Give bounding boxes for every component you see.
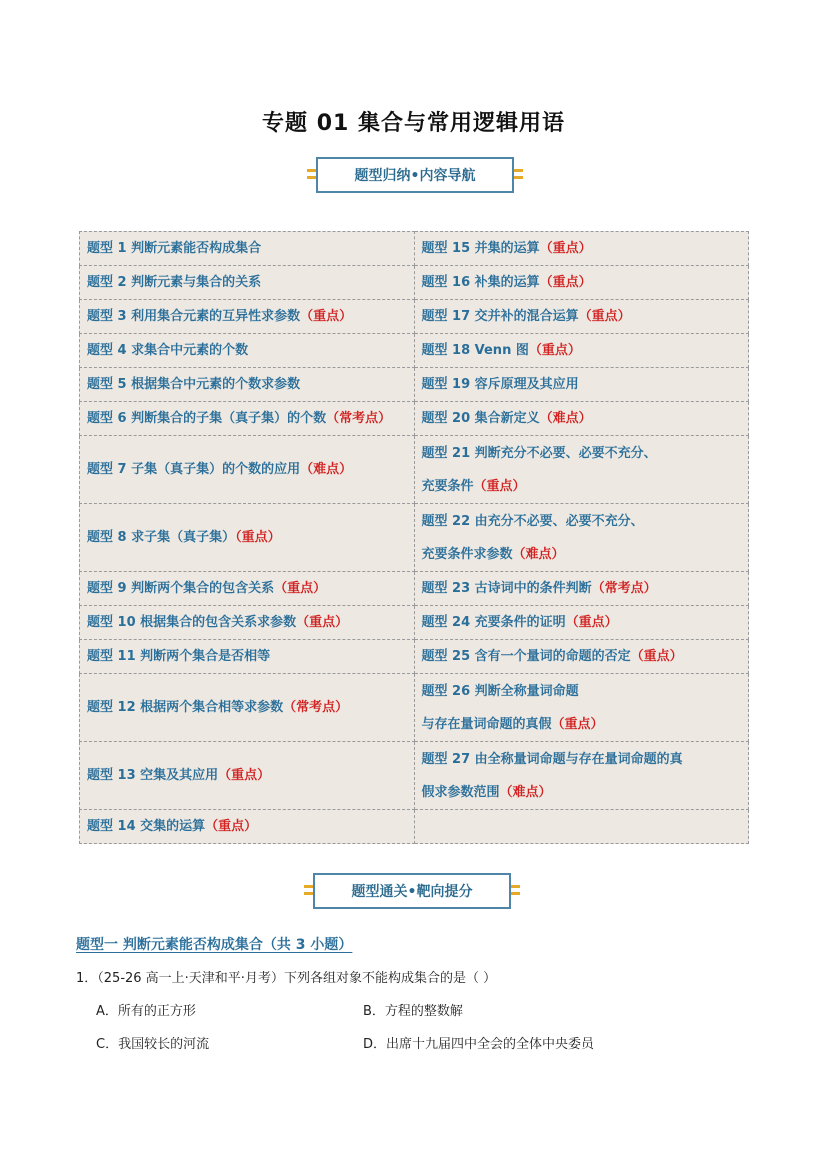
nav-topic-label: 题型 13 空集及其应用 [87, 768, 219, 783]
nav-row [80, 742, 749, 810]
nav-topic-tag: （重点） [630, 649, 683, 664]
nav-row [80, 810, 749, 844]
nav-row [80, 402, 749, 436]
nav-row [80, 674, 749, 742]
nav-cell-right[interactable] [414, 232, 749, 266]
nav-topic-tag: （重点） [539, 241, 592, 256]
nav-topic-label: 题型 25 含有一个量词的命题的否定 [421, 649, 631, 664]
nav-topic-label: 题型 8 求子集（真子集） [87, 530, 236, 545]
nav-topic-tag: （重点） [296, 615, 349, 630]
option-b: B．方程的整数解 [363, 1004, 463, 1019]
nav-cell-right[interactable] [414, 606, 749, 640]
nav-topic-tag: （重点） [218, 768, 271, 783]
nav-row [80, 368, 749, 402]
nav-topic-tag: （重点） [473, 478, 526, 494]
nav-topic-label: 题型 27 由全称量词命题与存在量词命题的真 [421, 751, 683, 767]
nav-cell-right[interactable] [414, 402, 749, 436]
banner-content-nav [316, 157, 514, 193]
nav-cell-right[interactable] [414, 810, 749, 844]
nav-topic-label: 题型 9 判断两个集合的包含关系 [87, 581, 275, 596]
nav-topic-tag: （难点） [539, 411, 592, 426]
nav-cell-right[interactable] [414, 572, 749, 606]
nav-cell-right[interactable] [414, 266, 749, 300]
nav-row [80, 334, 749, 368]
nav-topic-tag: （重点） [528, 343, 581, 358]
nav-cell-right[interactable] [414, 742, 749, 810]
nav-topic-tag: （难点） [499, 784, 552, 800]
nav-cell-right[interactable] [414, 640, 749, 674]
nav-topic-label: 假求参数范围 [421, 784, 500, 800]
question-stem: 1．（25-26 高一上·天津和平·月考）下列各组对象不能构成集合的是（ ） [76, 971, 497, 986]
nav-cell-left[interactable] [80, 300, 415, 334]
nav-cell-left[interactable] [80, 436, 415, 504]
nav-topic-tag: （难点） [512, 546, 565, 562]
nav-topic-label: 题型 5 根据集合中元素的个数求参数 [87, 377, 301, 392]
nav-topic-label: 题型 20 集合新定义 [421, 411, 540, 426]
nav-topic-tag: （重点） [235, 530, 281, 545]
nav-cell-left[interactable] [80, 334, 415, 368]
nav-topic-label: 题型 14 交集的运算 [87, 819, 206, 834]
nav-topic-tag: （重点） [205, 819, 258, 834]
banner-label: 题型通关•靶向提分 [313, 873, 511, 909]
nav-topic-label: 题型 24 充要条件的证明 [421, 615, 566, 630]
nav-topic-tag: （难点） [300, 462, 353, 477]
nav-cell-right[interactable] [414, 334, 749, 368]
topic-nav-table [79, 231, 749, 844]
page-title: 专题 01 集合与常用逻辑用语 [262, 111, 565, 136]
nav-row [80, 504, 749, 572]
nav-cell-left[interactable] [80, 640, 415, 674]
nav-cell-left[interactable] [80, 504, 415, 572]
nav-cell-left[interactable] [80, 368, 415, 402]
nav-cell-right[interactable] [414, 300, 749, 334]
nav-topic-label: 题型 7 子集（真子集）的个数的应用 [87, 462, 301, 477]
banner-label: 题型归纳•内容导航 [316, 157, 514, 193]
nav-cell-left[interactable] [80, 572, 415, 606]
section-heading: 题型一 判断元素能否构成集合（共 3 小题） [76, 937, 353, 953]
nav-topic-tag: （重点） [539, 275, 592, 290]
nav-cell-left[interactable] [80, 810, 415, 844]
nav-cell-right[interactable] [414, 674, 749, 742]
nav-topic-label: 题型 26 判断全称量词命题 [421, 683, 579, 699]
nav-topic-label: 充要条件 [421, 478, 474, 494]
nav-cell-left[interactable] [80, 606, 415, 640]
nav-cell-left[interactable] [80, 232, 415, 266]
option-c: C．我国较长的河流 [96, 1037, 210, 1052]
nav-topic-tag: （重点） [274, 581, 327, 596]
nav-topic-tag: （重点） [578, 309, 631, 324]
nav-topic-label: 与存在量词命题的真假 [421, 716, 552, 732]
nav-row [80, 640, 749, 674]
nav-topic-tag: （重点） [551, 716, 604, 732]
nav-row [80, 266, 749, 300]
nav-topic-label: 充要条件求参数 [421, 546, 513, 562]
nav-row [80, 436, 749, 504]
nav-cell-left[interactable] [80, 742, 415, 810]
nav-topic-label: 题型 1 判断元素能否构成集合 [87, 241, 262, 256]
nav-topic-label: 题型 12 根据两个集合相等求参数 [87, 700, 284, 715]
nav-cell-right[interactable] [414, 436, 749, 504]
nav-row [80, 232, 749, 266]
nav-topic-tag: （常考点） [591, 581, 657, 596]
nav-topic-label: 题型 19 容斥原理及其应用 [421, 377, 579, 392]
nav-topic-tag: （常考点） [326, 411, 392, 426]
banner-practice [313, 873, 511, 909]
option-d: D．出席十九届四中全会的全体中央委员 [363, 1037, 595, 1052]
nav-row [80, 572, 749, 606]
nav-topic-label: 题型 10 根据集合的包含关系求参数 [87, 615, 297, 630]
nav-topic-label: 题型 11 判断两个集合是否相等 [87, 649, 271, 664]
nav-topic-label: 题型 2 判断元素与集合的关系 [87, 275, 262, 290]
nav-topic-tag: （常考点） [283, 700, 349, 715]
nav-cell-left[interactable] [80, 402, 415, 436]
nav-topic-label: 题型 15 并集的运算 [421, 241, 540, 256]
nav-cell-left[interactable] [80, 674, 415, 742]
nav-cell-left[interactable] [80, 266, 415, 300]
nav-row [80, 300, 749, 334]
option-a: A．所有的正方形 [96, 1004, 196, 1019]
nav-topic-label: 题型 4 求集合中元素的个数 [87, 343, 249, 358]
nav-topic-label: 题型 17 交并补的混合运算 [421, 309, 579, 324]
nav-topic-label: 题型 21 判断充分不必要、必要不充分、 [421, 445, 657, 461]
nav-topic-label: 题型 6 判断集合的子集（真子集）的个数 [87, 411, 327, 426]
nav-topic-label: 题型 3 利用集合元素的互异性求参数 [87, 309, 301, 324]
nav-topic-label: 题型 18 Venn 图 [421, 343, 529, 358]
nav-cell-right[interactable] [414, 504, 749, 572]
nav-topic-tag: （重点） [300, 309, 353, 324]
nav-row [80, 606, 749, 640]
nav-topic-tag: （重点） [565, 615, 618, 630]
nav-topic-label: 题型 22 由充分不必要、必要不充分、 [421, 513, 644, 529]
nav-cell-right[interactable] [414, 368, 749, 402]
nav-topic-label: 题型 16 补集的运算 [421, 275, 540, 290]
nav-topic-label: 题型 23 古诗词中的条件判断 [421, 581, 592, 596]
